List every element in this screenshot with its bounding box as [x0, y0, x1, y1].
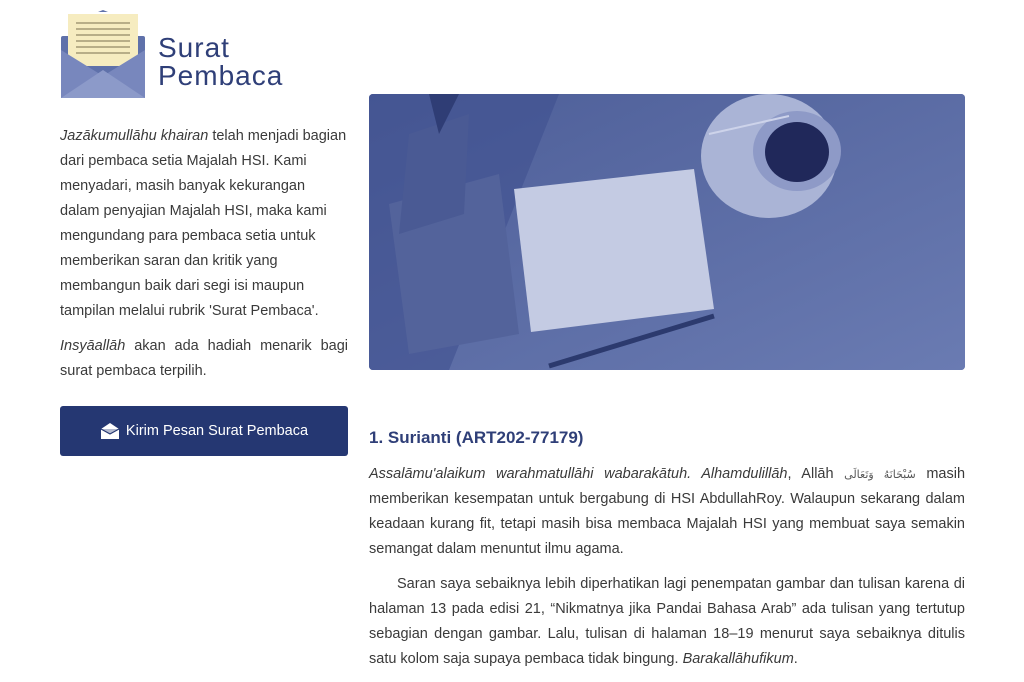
letter-greeting: Assalāmu'alaikum warahmatullāhi wabarakātuh. Alhamdulillāh	[369, 466, 788, 482]
letter-arabic-honorific: سُبْحَانَهُ وَتَعَالَى	[844, 468, 916, 481]
right-column	[369, 94, 965, 682]
send-letter-label: Kirim Pesan Surat Pembaca	[125, 423, 309, 439]
letter-closing-period: .	[793, 651, 798, 667]
open-envelope-icon	[100, 422, 120, 440]
intro-insyaallah: Insyāallāh	[60, 338, 126, 354]
intro-body: telah menjadi bagian dari pembaca setia Majalah HSI. Kami menyadari, masih banyak kekurangan dalam penyajian Majalah HSI, maka kami mengundang para pembaca setia untuk memberikan saran dan kritik yang membangun baik dari segi isi maupun tampilan melalui rubrik 'Surat Pembaca'.	[60, 128, 347, 319]
title-line-1: Surat	[158, 32, 230, 63]
letter-body	[369, 462, 965, 672]
intro-prize-text: akan ada hadiah menarik bagi surat pembaca terpilih.	[60, 338, 348, 379]
hero-image	[369, 94, 965, 370]
intro-greeting: Jazākumullāhu khairan	[60, 128, 209, 144]
intro-text	[60, 124, 348, 384]
letter-paragraph-1	[369, 462, 965, 562]
letter-body-1: masih memberikan kesempatan untuk bergabung di HSI AbdullahRoy. Walaupun sekarang dalam keadaan kurang fit, tetapi masih bisa membaca Majalah HSI yang membuat saya semakin semangat dalam menuntut ilmu agama.	[369, 466, 966, 557]
letter-title: 1. Surianti (ART202-77179)	[369, 428, 584, 447]
letter-closing: Barakallāhufikum	[682, 651, 794, 667]
left-column	[60, 10, 348, 456]
intro-paragraph-2	[60, 334, 348, 384]
letter-paragraph-2	[369, 572, 965, 672]
send-letter-button[interactable]	[60, 406, 348, 456]
envelope-letter-icon	[60, 10, 146, 100]
letter-body-2: Saran saya sebaiknya lebih diperhatikan lagi penempatan gambar dan tulisan karena di halaman 13 pada edisi 21, “Nikmatnya jika Pandai Bahasa Arab” ada tulisan yang tertutup sebagian dengan gambar. Lalu, tulisan di halaman 18–19 menurut saya sebaiknya ditulis satu kolom saja supaya pembaca tidak bingung.	[369, 576, 965, 667]
title-line-2: Pembaca	[158, 60, 284, 91]
intro-paragraph-1	[60, 124, 348, 324]
page-title	[158, 34, 283, 90]
letter-allah: , Allāh	[787, 466, 845, 482]
brand-header	[60, 10, 348, 100]
